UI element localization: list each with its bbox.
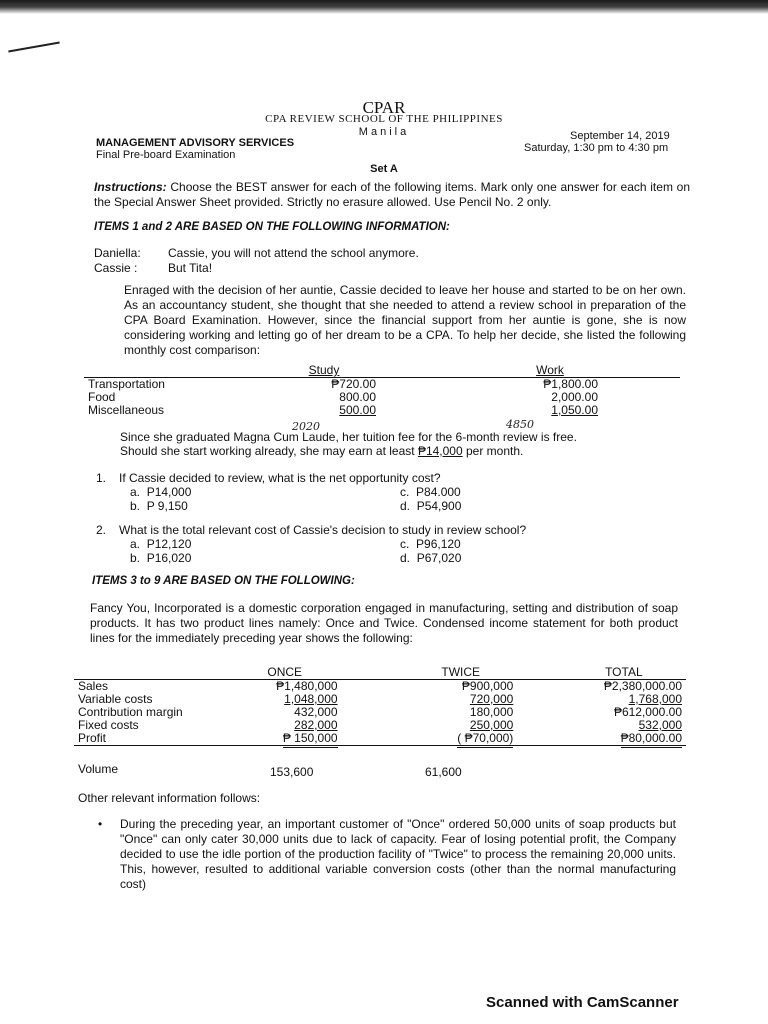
exam-date: September 14, 2019 (570, 130, 670, 142)
bullet-icon: • (98, 817, 103, 831)
choice-text: P14,000 (146, 485, 192, 499)
income-total: ₱612,000.00 (613, 705, 682, 719)
choice-text: P67,020 (416, 551, 462, 565)
question-number: 2. (96, 523, 107, 537)
instructions-text: Choose the BEST answer for each of the following items. Mark only one answer for each item on the Special Answer Sheet provided. Strictly no erasure allowed. Use Pencil No. 2 only. (94, 180, 690, 209)
school-short-name: CPAR (362, 98, 406, 117)
school-full-name: CPA REVIEW SCHOOL OF THE PHILIPPINES (265, 113, 503, 125)
choice-letter: a. (130, 485, 141, 499)
earning-amount: ₱14,000 (417, 444, 463, 458)
note-line-2-text: Should she start working already, she may earn at least (120, 444, 418, 458)
dialogue-line: Cassie, you will not attend the school anymore. (168, 246, 419, 260)
dialogue-speaker: Daniella: (94, 246, 141, 260)
choice-text: P96,120 (416, 537, 461, 551)
choice-letter: b. (130, 551, 141, 565)
choice-letter: b. (130, 499, 141, 513)
instructions (94, 180, 690, 210)
choice-b (130, 499, 188, 514)
cost-row-work: 2,000.00 (551, 390, 598, 404)
cost-row-label: Food (88, 390, 116, 404)
note-line-1: Since she graduated Magna Cum Laude, her tuition fee for the 6-month review is free. (120, 430, 577, 444)
choice-c (400, 537, 461, 552)
choice-b (130, 551, 191, 566)
choice-d (400, 551, 461, 566)
section2-heading: ITEMS 3 to 9 ARE BASED ON THE FOLLOWING: (92, 575, 355, 587)
cost-row-study: 800.00 (339, 390, 376, 404)
income-once: 432,000 (294, 705, 338, 719)
income-row-label: Sales (78, 679, 109, 693)
choice-a (130, 537, 191, 552)
income-header-twice: TWICE (441, 665, 481, 679)
question-number: 1. (96, 471, 107, 485)
bullet-text: During the preceding year, an important customer of "Once" ordered 50,000 units of soap products but "Once" can only cater 30,000 units due to lack of capacity. Fear of losing potential profit, the Company decided to use the idle portion of the production facility of "Twice" to process the remaining 20,000 units. This, however, resulted to additional variable conversion costs (other than the normal manufacturing cost) (120, 817, 676, 891)
exam-time: Saturday, 1:30 pm to 4:30 pm (524, 142, 669, 154)
pen-mark (8, 42, 60, 53)
choice-text: P84.000 (416, 485, 461, 499)
cost-header-work: Work (536, 363, 564, 377)
income-total: ₱2,380,000.00 (603, 679, 682, 693)
income-once: 1,048,000 (284, 692, 338, 706)
choice-letter: d. (400, 551, 411, 565)
choice-letter: a. (130, 537, 141, 551)
income-once: 282,000 (294, 718, 338, 732)
dialogue-line: But Tita! (168, 261, 213, 275)
income-twice: ( ₱70,000) (457, 731, 513, 748)
dialogue-speaker: Cassie : (94, 261, 138, 275)
cost-row-label: Miscellaneous (88, 403, 165, 417)
question-text: If Cassie decided to review, what is the net opportunity cost? (119, 471, 441, 485)
handwritten-study-total: 2020 (292, 420, 320, 433)
choice-c (400, 485, 461, 500)
section1-heading: ITEMS 1 and 2 ARE BASED ON THE FOLLOWING INFORMATION: (94, 221, 450, 233)
scan-top-band (0, 0, 768, 14)
subject-title: MANAGEMENT ADVISORY SERVICES (96, 137, 295, 149)
cost-row-work: ₱1,800.00 (543, 377, 598, 391)
cost-header-study: Study (308, 363, 340, 377)
cost-row-label: Transportation (88, 377, 165, 391)
income-once: ₱1,480,000 (276, 679, 338, 693)
income-twice: 720,000 (469, 692, 514, 706)
choice-letter: c. (400, 485, 410, 499)
school-city: Manila (358, 126, 410, 138)
income-once: ₱ 150,000 (283, 731, 338, 748)
section2-paragraph: Fancy You, Incorporated is a domestic corporation engaged in manufacturing, setting and distribution of soap products. It has two product lines namely: Once and Twice. Condensed income statement for both product lines for the immediately preceding year shows the following: (90, 601, 678, 645)
choice-text: P 9,150 (146, 499, 188, 513)
volume-once: 153,600 (270, 765, 314, 779)
note-line-2-tail: per month. (462, 444, 524, 458)
choice-text: P54,900 (416, 499, 462, 513)
choice-d (400, 499, 461, 514)
income-row-label: Fixed costs (78, 718, 139, 732)
income-row-label: Variable costs (78, 692, 153, 706)
choice-text: P16,020 (146, 551, 192, 565)
volume-label: Volume (78, 762, 119, 776)
cost-comparison-table (84, 364, 680, 417)
instructions-label: Instructions: (94, 180, 167, 194)
income-row-label: Contribution margin (78, 705, 183, 719)
choice-text: P12,120 (146, 537, 192, 551)
income-row-label: Profit (78, 731, 107, 745)
income-twice: 250,000 (469, 718, 514, 732)
cost-row-study: ₱720.00 (331, 377, 376, 391)
section1-paragraph: Enraged with the decision of her auntie, Cassie decided to leave her house and started to be on her own. As an accountancy student, she thought that she needed to attend a review school in preparation of the CPA Board Examination. However, since the financial support from her auntie is gone, she is now considering working and letting go of her dream to be a CPA. To help her decide, she listed the following monthly cost comparison: (124, 283, 686, 357)
choice-letter: d. (400, 499, 411, 513)
income-twice: ₱900,000 (461, 679, 514, 693)
choice-letter: c. (400, 537, 410, 551)
cost-row-study: 500.00 (339, 403, 376, 417)
income-header-total: TOTAL (605, 665, 643, 679)
income-total: ₱80,000.00 (621, 731, 682, 748)
income-statement-table (74, 666, 686, 746)
camscanner-watermark: Scanned with CamScanner (486, 994, 679, 1011)
volume-twice: 61,600 (425, 765, 462, 779)
income-twice: 180,000 (469, 705, 514, 719)
set-label: Set A (370, 163, 398, 175)
note-line-2 (120, 444, 523, 459)
question-text: What is the total relevant cost of Cassie's decision to study in review school? (119, 523, 527, 537)
exam-title: Final Pre-board Examination (96, 149, 236, 161)
income-header-once: ONCE (267, 665, 303, 679)
income-total: 532,000 (638, 718, 682, 732)
choice-a (130, 485, 191, 500)
handwritten-work-total: 4850 (506, 418, 534, 431)
income-total: 1,768,000 (628, 692, 682, 706)
cost-row-work: 1,050.00 (551, 403, 598, 417)
other-info-label: Other relevant information follows: (78, 791, 261, 805)
